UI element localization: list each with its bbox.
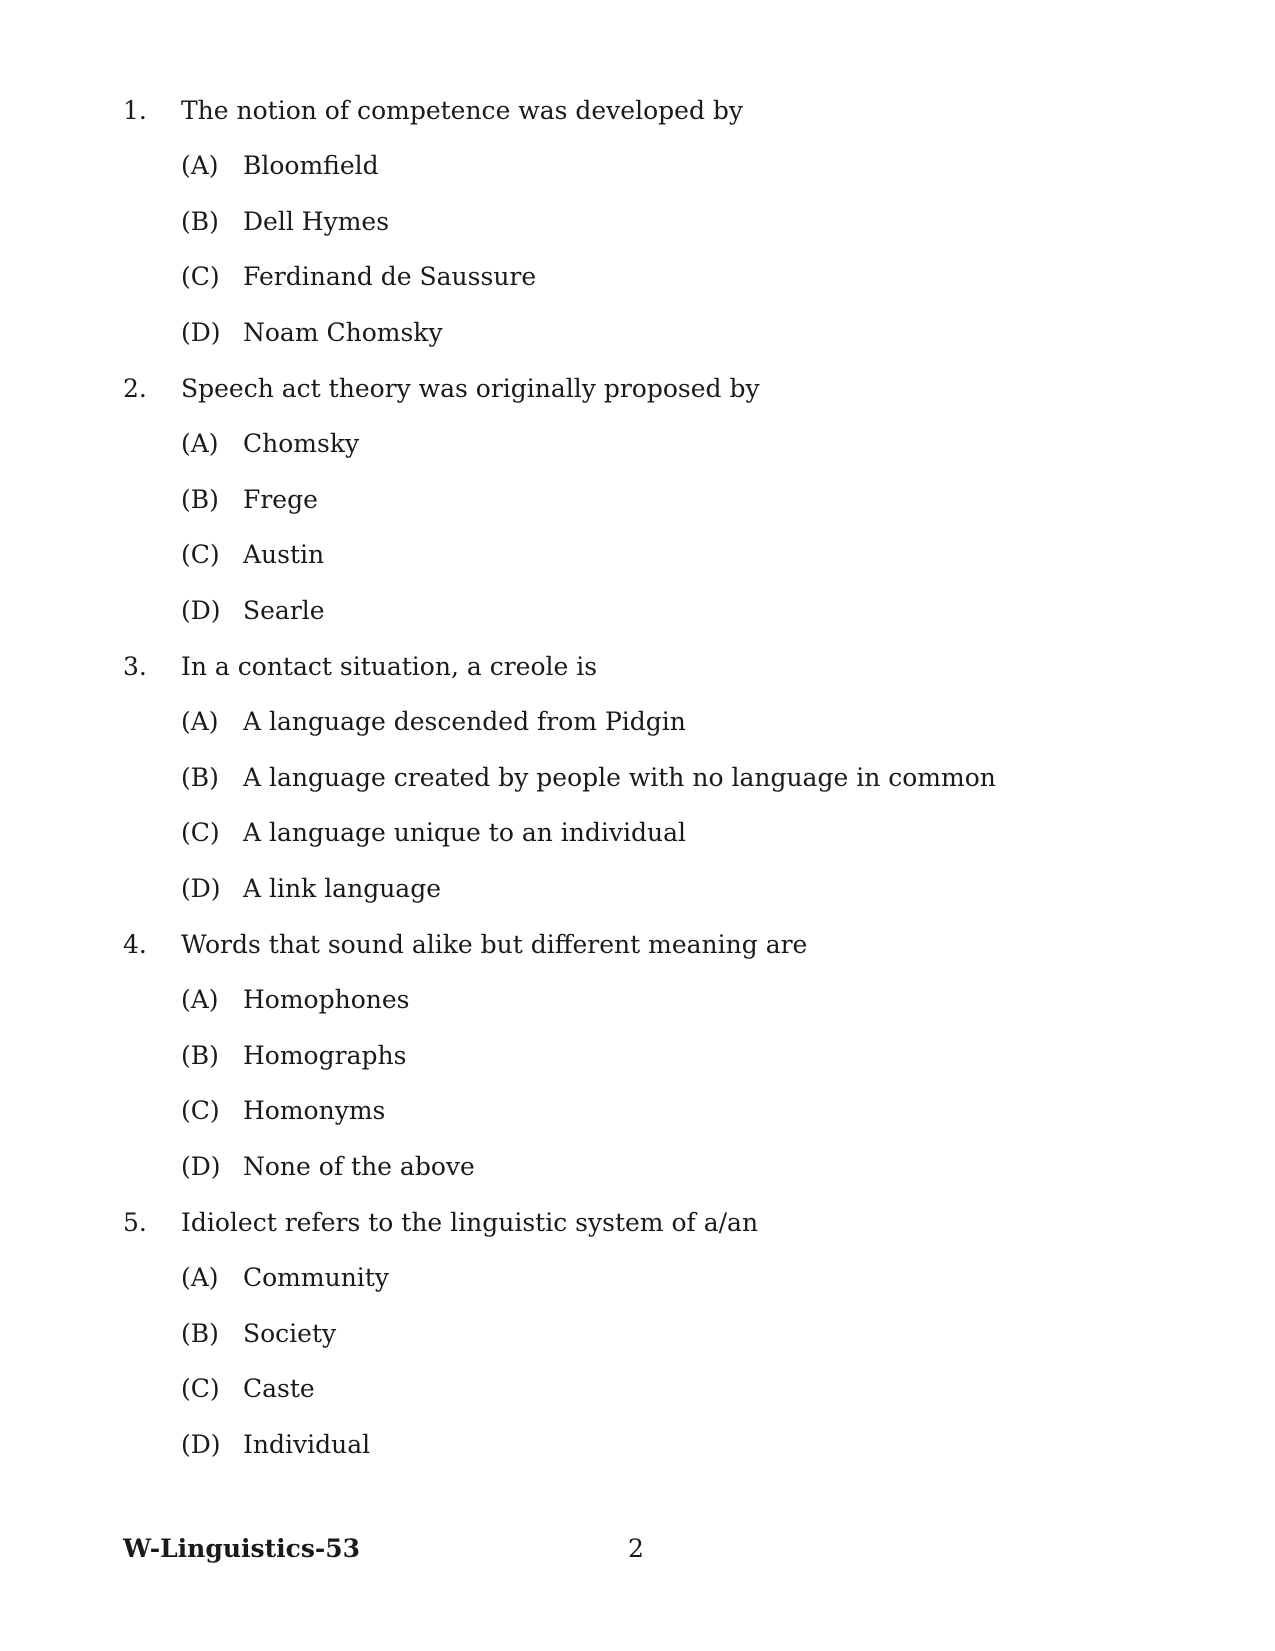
question-1 <box>0 96 1275 373</box>
option-letter: (B) <box>181 1318 219 1348</box>
option-a <box>0 429 1275 485</box>
question-3 <box>0 652 1275 929</box>
option-a <box>0 1263 1275 1319</box>
option-d <box>0 596 1275 652</box>
question-number: 1. <box>123 96 147 125</box>
option-text: Homographs <box>243 1040 407 1070</box>
option-text: A language created by people with no language in common <box>243 762 996 792</box>
paper-code: W-Linguistics-53 <box>123 1534 361 1563</box>
question-text: Speech act theory was originally proposed by <box>181 374 760 403</box>
option-letter: (A) <box>181 1263 219 1292</box>
option-letter: (B) <box>181 1040 219 1070</box>
option-text: A language unique to an individual <box>243 818 687 847</box>
option-letter: (B) <box>181 762 219 792</box>
option-text: Austin <box>243 540 325 569</box>
option-letter: (D) <box>181 1429 221 1459</box>
option-b <box>0 1041 1275 1097</box>
option-text: A language descended from Pidgin <box>243 707 686 736</box>
question-text: The notion of competence was developed by <box>181 96 744 125</box>
question-text: In a contact situation, a creole is <box>181 652 598 681</box>
question-text: Words that sound alike but different meaning are <box>181 930 808 959</box>
option-letter: (B) <box>181 484 219 514</box>
option-text: Caste <box>243 1374 315 1403</box>
option-text: Community <box>243 1263 389 1292</box>
option-letter: (A) <box>181 985 219 1014</box>
question-text: Idiolect refers to the linguistic system of a/an <box>181 1208 759 1237</box>
option-text: Individual <box>243 1429 371 1459</box>
option-letter: (D) <box>181 317 221 347</box>
question-number: 5. <box>123 1208 147 1237</box>
option-letter: (A) <box>181 429 219 458</box>
option-text: None of the above <box>243 1151 475 1181</box>
option-letter: (C) <box>181 1096 220 1125</box>
option-letter: (D) <box>181 1151 221 1181</box>
question-3-stem <box>0 652 1275 707</box>
option-b <box>0 485 1275 541</box>
option-b <box>0 207 1275 263</box>
option-d <box>0 318 1275 374</box>
option-b <box>0 1319 1275 1375</box>
option-text: Ferdinand de Saussure <box>243 262 537 291</box>
question-number: 2. <box>123 374 147 403</box>
option-text: Searle <box>243 595 325 625</box>
option-letter: (C) <box>181 1374 220 1403</box>
option-b <box>0 763 1275 819</box>
option-text: Bloomfield <box>243 151 379 180</box>
question-number: 4. <box>123 930 147 959</box>
option-c <box>0 818 1275 874</box>
option-text: Homophones <box>243 985 410 1014</box>
option-a <box>0 151 1275 207</box>
option-d <box>0 1430 1275 1486</box>
option-letter: (A) <box>181 151 219 180</box>
question-4 <box>0 930 1275 1207</box>
option-a <box>0 707 1275 763</box>
option-c <box>0 1096 1275 1152</box>
question-2-stem <box>0 374 1275 429</box>
question-4-stem <box>0 930 1275 985</box>
option-text: Society <box>243 1318 337 1348</box>
option-text: Homonyms <box>243 1096 386 1125</box>
option-text: Noam Chomsky <box>243 317 443 347</box>
question-5-stem <box>0 1208 1275 1263</box>
option-c <box>0 1374 1275 1430</box>
option-letter: (B) <box>181 206 219 236</box>
option-d <box>0 1152 1275 1208</box>
option-a <box>0 985 1275 1041</box>
option-text: A link language <box>243 873 441 903</box>
option-text: Chomsky <box>243 429 360 458</box>
question-1-stem <box>0 96 1275 151</box>
option-c <box>0 262 1275 318</box>
option-text: Dell Hymes <box>243 206 390 236</box>
question-5 <box>0 1208 1275 1485</box>
option-letter: (D) <box>181 595 221 625</box>
option-letter: (C) <box>181 262 220 291</box>
option-letter: (D) <box>181 873 221 903</box>
option-c <box>0 540 1275 596</box>
option-d <box>0 874 1275 930</box>
option-text: Frege <box>243 484 318 514</box>
page-number: 2 <box>628 1534 644 1563</box>
option-letter: (C) <box>181 818 220 847</box>
option-letter: (C) <box>181 540 220 569</box>
question-number: 3. <box>123 652 147 681</box>
question-2 <box>0 374 1275 651</box>
option-letter: (A) <box>181 707 219 736</box>
